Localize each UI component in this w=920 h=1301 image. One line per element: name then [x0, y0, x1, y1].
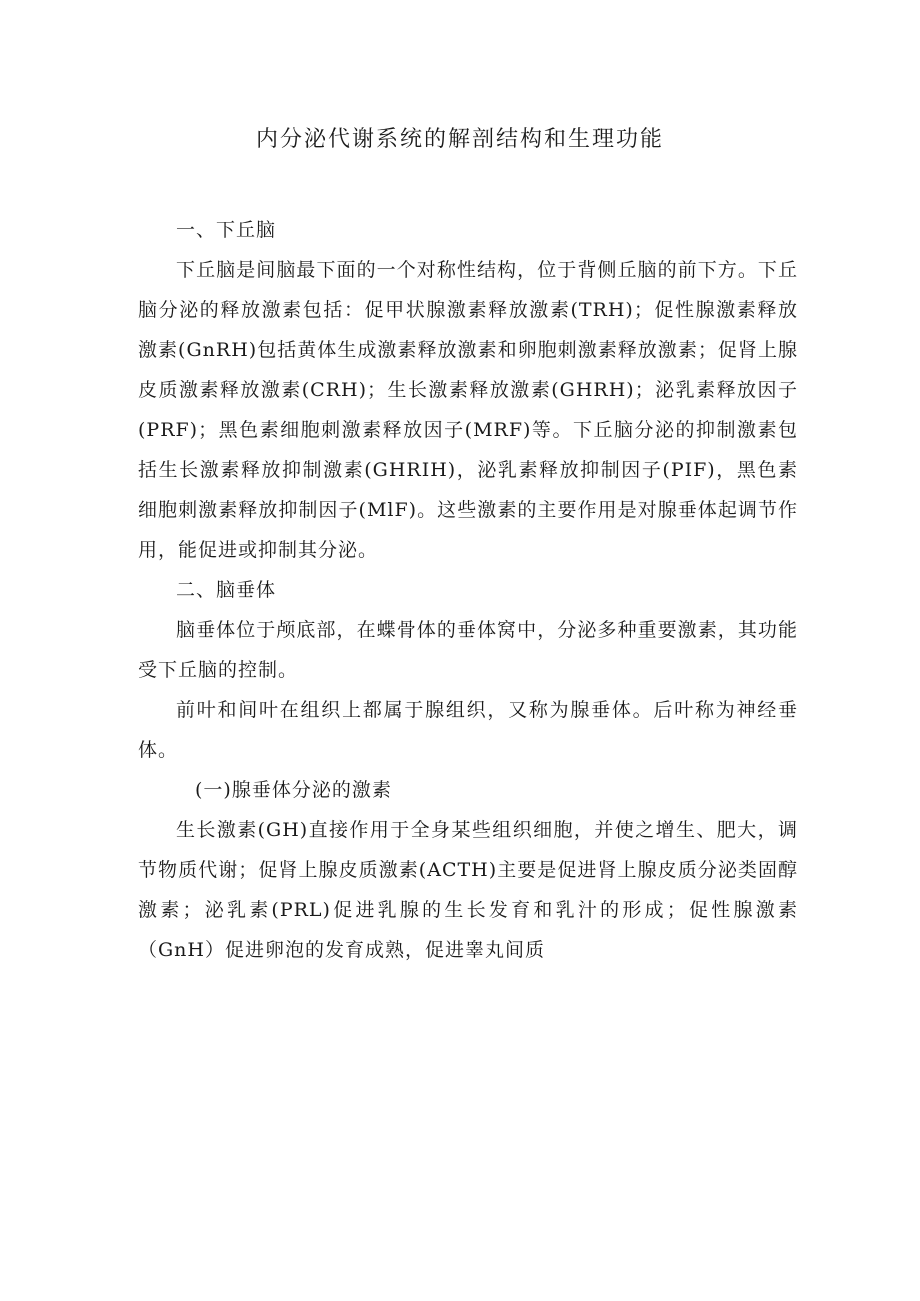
document-title: 内分泌代谢系统的解剖结构和生理功能 — [255, 127, 664, 152]
paragraph-hypothalamus: 下丘脑是间脑最下面的一个对称性结构，位于背侧丘脑的前下方。下丘脑分泌的释放激素包括：促甲状腺激素释放激素(TRH)；促性腺激素释放激素(GnRH)包括黄体生成激素释放激素和卵胞刺激素释放激素；促肾上腺皮质激素释放激素(CRH)；生长激素释放激素(GHRH)；泌乳素释放因子(PRF)；黑色素细胞刺激素释放因子(MRF)等。下丘脑分泌的抑制激素包括生长激素释放抑制激素(GHRIH)，泌乳素释放抑制因子(PIF)，黑色素细胞刺激素释放抑制因子(MlF)。这些激素的主要作用是对腺垂体起调节作用，能促进或抑制其分泌。 — [138, 259, 798, 561]
paragraph-pituitary-location: 脑垂体位于颅底部，在蝶骨体的垂体窝中，分泌多种重要激素，其功能受下丘脑的控制。 — [138, 619, 798, 681]
section-heading-pituitary: 二、脑垂体 — [176, 579, 277, 601]
section-heading-hypothalamus: 一、下丘脑 — [176, 219, 277, 241]
paragraph-pituitary-lobes: 前叶和间叶在组织上都属于腺组织，又称为腺垂体。后叶称为神经垂体。 — [138, 699, 798, 761]
document-body — [138, 210, 798, 970]
paragraph-adenohypophysis-hormones: 生长激素(GH)直接作用于全身某些组织细胞，并使之增生、肥大，调节物质代谢；促肾上腺皮质激素(ACTH)主要是促进肾上腺皮质分泌类固醇激素；泌乳素(PRL)促进乳腺的生长发育和乳汁的形成；促性腺激素（GnH）促进卵泡的发育成熟，促进睾丸间质 — [138, 819, 798, 961]
subsection-heading-adenohypophysis: (一)腺垂体分泌的激素 — [195, 779, 392, 801]
